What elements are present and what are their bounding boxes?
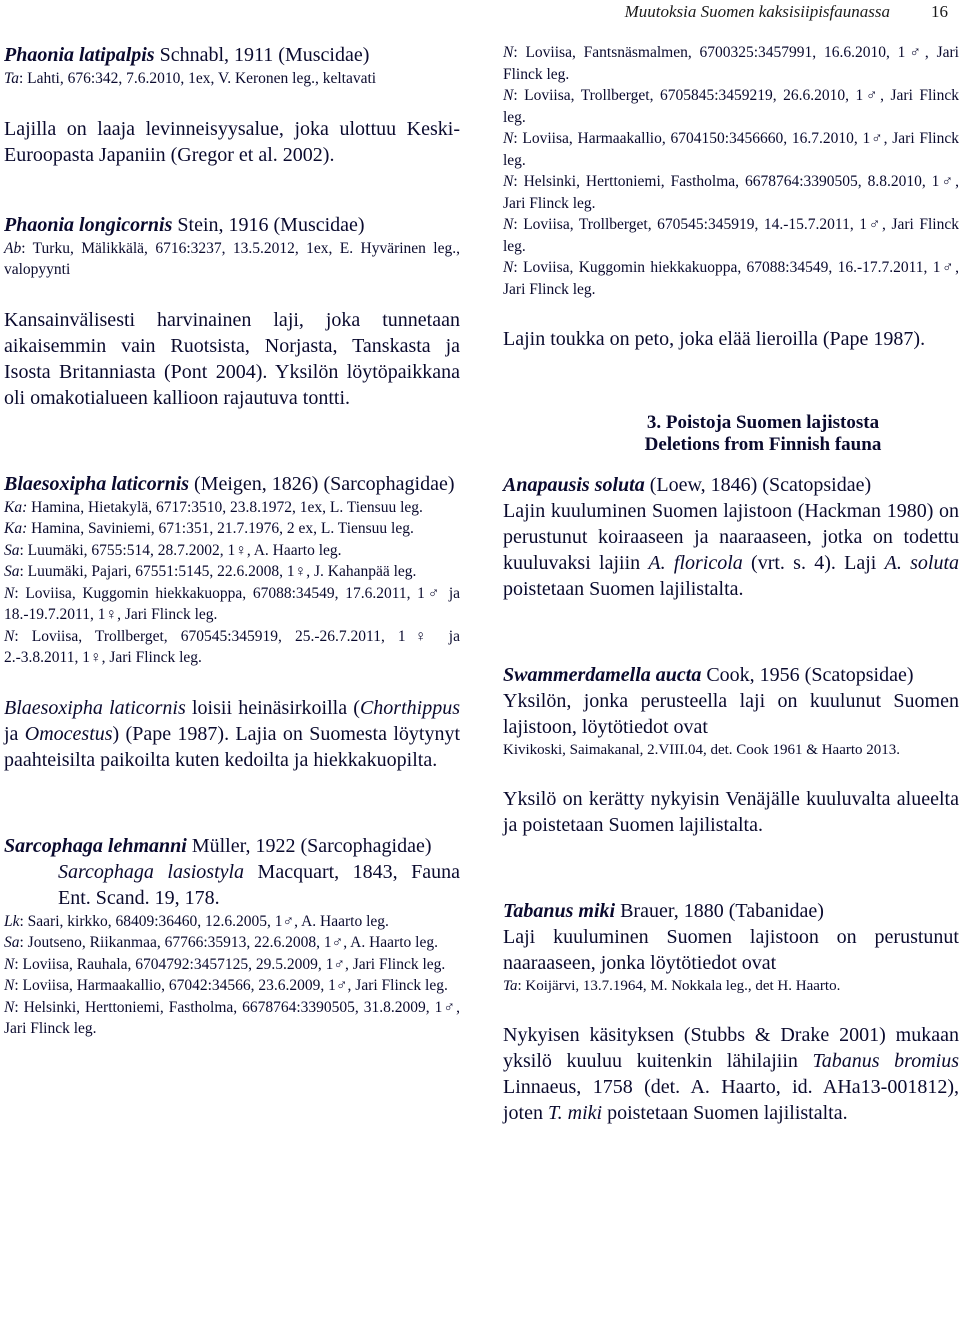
species-entry-phaonia-latipalpis [4,42,460,168]
species-entry-sarcophaga-lehmanni [4,833,460,1040]
record: N: Loviisa, Kuggomin hiekkakuoppa, 67088:34549, 16.-17.7.2011, 1♂, Jari Flinck leg. [503,259,959,298]
species-paragraph: Lajin toukka on peto, joka elää lieroilla (Pape 1987). [503,328,926,350]
section-heading: 3. Poistoja Suomen lajistosta Deletions from Finnish fauna [644,412,882,455]
record: N: Loviisa, Harmaakallio, 6704150:3456660, 16.7.2010, 1♂, Jari Flinck leg. [503,130,959,169]
synonym: Sarcophaga lasiostyla Macquart, 1843, Fauna Ent. Scand. 19, 178. [58,860,460,909]
species-title: Phaonia longicornis Stein, 1916 (Muscidae) [4,213,365,236]
species-title: Anapausis soluta (Loew, 1846) (Scatopsidae) [503,474,872,496]
species-entry-tabanus-miki [503,898,959,1126]
species-entry-swammerdamella-aucta [503,662,959,838]
species-title: Blaesoxipha laticornis (Meigen, 1826) (Sarcophagidae) [4,472,455,495]
record: Lk: Saari, kirkko, 68409:36460, 12.6.2005, 1♂, A. Haarto leg. [4,912,389,930]
record: Sa: Joutseno, Riikanmaa, 67766:35913, 22.6.2008, 1♂, A. Haarto leg. [4,934,438,951]
species-paragraph: Lajilla on laaja levinneisyysalue, joka ulottuu Keski-Euroopasta Japaniin (Gregor et al. 2002). [4,117,460,166]
records-continued [503,42,959,352]
species-entry-phaonia-longicornis [4,212,460,411]
left-column [4,42,460,1040]
species-title: Tabanus miki Brauer, 1880 (Tabanidae) [503,900,824,922]
species-title: Sarcophaga lehmanni Müller, 1922 (Sarcophagidae) [4,834,432,857]
record: Ka: Hamina, Hietakylä, 6717:3510, 23.8.1972, 1ex, L. Tiensuu leg. [4,498,423,516]
record: Ab: Turku, Mälikkälä, 6716:3237, 13.5.2012, 1ex, E. Hyvärinen leg., valopyynti [4,239,460,278]
species-entry-blaesoxipha-laticornis [4,471,460,773]
species-paragraph: Nykyisen käsityksen (Stubbs & Drake 2001) mukaan yksilö kuuluu kuitenkin lähilajiin Tabanus bromius Linnaeus, 1758 (det. A. Haarto, id. AHa13-001812), joten T. miki poistetaan Suomen lajilistalta. [503,1024,959,1124]
specimen-citation: Kivikoski, Saimakanal, 2.VIII.04, det. Cook 1961 & Haarto 2013. [503,742,901,758]
record: N: Loviisa, Harmaakallio, 67042:34566, 23.6.2009, 1♂, Jari Flinck leg. [4,977,448,994]
record: N: Helsinki, Herttoniemi, Fastholma, 6678764:3390505, 31.8.2009, 1♂, Jari Flinck leg. [4,998,460,1037]
species-title: Swammerdamella aucta Cook, 1956 (Scatopsidae) [503,664,914,686]
species-entry-anapausis-soluta [503,472,959,602]
record: N: Loviisa, Trollberget, 6705845:3459219, 26.6.2010, 1♂, Jari Flinck leg. [503,87,959,126]
record: N: Helsinki, Herttoniemi, Fastholma, 6678764:3390505, 8.8.2010, 1♂, Jari Flinck leg. [503,173,959,212]
record: Ta: Lahti, 676:342, 7.6.2010, 1ex, V. Keronen leg., keltavati [4,70,377,87]
species-paragraph: Lajin kuuluminen Suomen lajistoon (Hackman 1980) on perustunut koiraaseen ja naaraaseen, jotka on todettu kuuluvaksi lajiin A. floricola (vrt. s. 4). Laji A. soluta poistetaan Suomen lajilistalta. [503,500,959,600]
species-paragraph: Blaesoxipha laticornis loisii heinäsirkoilla (Chorthippus ja Omocestus) (Pape 1987). Lajia on Suomesta löytynyt paahteisilta paikoilta kuten kedoilta ja hiekkakuopilta. [4,696,460,771]
page-number: 16 [931,2,948,21]
right-column [503,42,959,1126]
record: N: Loviisa, Kuggomin hiekkakuoppa, 67088:34549, 17.6.2011, 1♂ ja 18.-19.7.2011, 1♀, Jari Flinck leg. [4,584,460,623]
record: Sa: Luumäki, Pajari, 67551:5145, 22.6.2008, 1♀, J. Kahanpää leg. [4,563,417,580]
record: N: Loviisa, Fantsnäsmalmen, 6700325:3457991, 16.6.2010, 1♂, Jari Flinck leg. [503,44,959,83]
record: N: Loviisa, Rauhala, 6704792:3457125, 29.5.2009, 1♂, Jari Flinck leg. [4,955,446,973]
species-title: Phaonia latipalpis Schnabl, 1911 (Muscidae) [4,44,370,66]
record: N: Loviisa, Trollberget, 670545:345919, 25.-26.7.2011, 1♀ ja 2.-3.8.2011, 1♀, Jari Flinck leg. [4,627,460,666]
species-paragraph: Kansainvälisesti harvinainen laji, joka tunnetaan aikaisemmin vain Ruotsista, Norjasta, Tanskasta ja Isosta Britanniasta (Pont 2004). Yksilön löytöpaikkana oli omakotialueen kallioon rajautuva tontti. [4,308,460,409]
species-paragraph: Laji kuuluminen Suomen lajistoon on perustunut naaraaseen, jonka löytötiedot ovat [503,926,959,974]
species-paragraph: Yksilö on kerätty nykyisin Venäjälle kuuluvalta alueelta ja poistetaan Suomen lajilistalta. [503,788,959,836]
record: Sa: Luumäki, 6755:514, 28.7.2002, 1♀, A. Haarto leg. [4,541,342,559]
species-paragraph: Yksilön, jonka perusteella laji on kuulunut Suomen lajistoon, löytötiedot ovat [503,690,959,738]
record: N: Loviisa, Trollberget, 670545:345919, 14.-15.7.2011, 1♂, Jari Flinck leg. [503,216,959,255]
journal-running-title: Muutoksia Suomen kaksisiipisfaunassa [624,2,890,21]
record: Ka: Hamina, Saviniemi, 671:351, 21.7.1976, 2 ex, L. Tiensuu leg. [4,520,414,537]
specimen-citation: Ta: Koijärvi, 13.7.1964, M. Nokkala leg., det H. Haarto. [503,978,841,994]
